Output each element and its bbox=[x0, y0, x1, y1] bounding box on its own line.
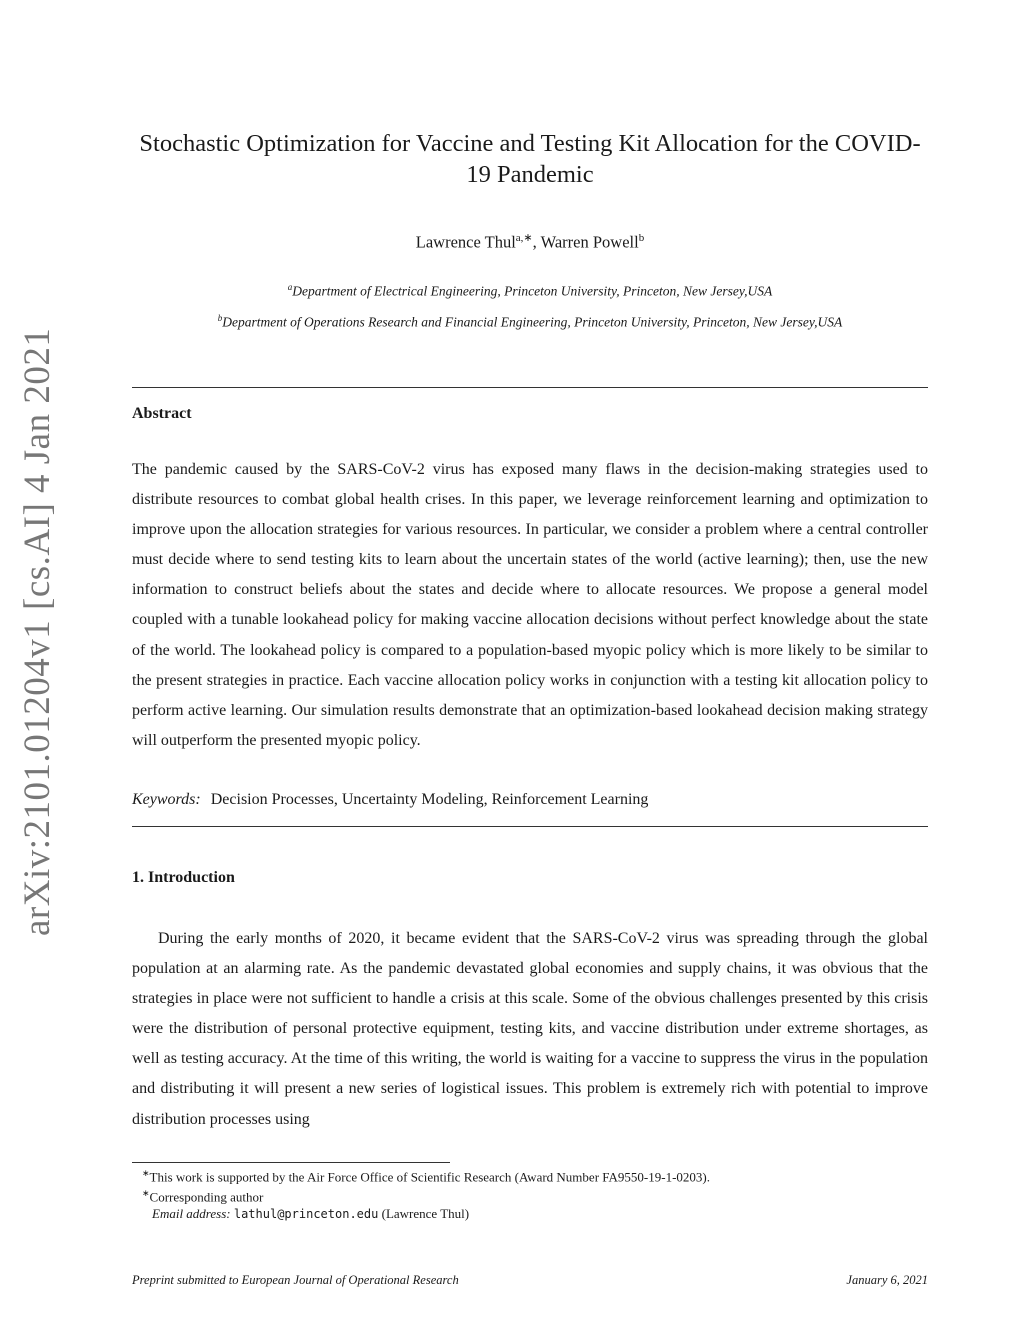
footnotes bbox=[132, 1165, 928, 1222]
footnote-funding-text: This work is supported by the Air Force Office of Scientific Research (Award Number FA9550-19-1-0203). bbox=[149, 1169, 710, 1185]
footnote-funding bbox=[132, 1165, 928, 1185]
footer-journal: Preprint submitted to European Journal of Operational Research bbox=[132, 1273, 459, 1287]
paper-title: Stochastic Optimization for Vaccine and Testing Kit Allocation for the COVID-19 Pandemic bbox=[139, 130, 921, 188]
author-marker: a,∗ bbox=[515, 232, 533, 244]
author-marker: b bbox=[638, 232, 645, 244]
abstract-top-rule bbox=[132, 387, 928, 388]
affiliation-marker: b bbox=[217, 313, 223, 323]
abstract-body: The pandemic caused by the SARS-CoV-2 virus has exposed many flaws in the decision-making strategies used to distribute resources to combat global health crises. In this paper, we leverage reinforcement learning and optimization to improve upon the allocation strategies for various resources. In particular, we consider a problem where a central controller must decide where to send testing kits to learn about the uncertain states of the world (active learning); then, use the new information to construct beliefs about the states and decide where to allocate resources. We propose a general model coupled with a tunable lookahead policy for making vaccine allocation decisions without perfect knowledge about the state of the world. The lookahead policy is compared to a population-based myopic policy which is more likely to be similar to the present strategies in practice. Each vaccine allocation policy works in conjunction with a testing kit allocation policy to perform active learning. Our simulation results demonstrate that an optimization-based lookahead decision making strategy will outperform the presented myopic policy. bbox=[132, 461, 928, 749]
arxiv-identifier-stamp: arXiv:2101.01204v1 [cs.AI] 4 Jan 2021 bbox=[17, 327, 58, 936]
keywords-list: Decision Processes, Uncertainty Modeling, Reinforcement Learning bbox=[210, 791, 649, 808]
footnote-corresponding bbox=[132, 1185, 928, 1205]
introduction-body: During the early months of 2020, it became evident that the SARS-CoV-2 virus was spreading through the global population at an alarming rate. As the pandemic devastated global economies and supply chains, it was obvious that the strategies in place were not sufficient to handle a crisis at this scale. Some of the obvious challenges presented by this crisis were the distribution of personal protective equipment, testing kits, and vaccine distribution under extreme shortages, as well as testing accuracy. At the time of this writing, the world is waiting for a vaccine to suppress the virus in the population and distributing it will present a new series of logistical issues. This problem is extremely rich with potential to improve distribution processes using bbox=[132, 930, 928, 1128]
footnote-corresponding-text: Corresponding author bbox=[149, 1189, 264, 1205]
footnote-email bbox=[132, 1206, 928, 1222]
keywords-label: Keywords: bbox=[132, 791, 201, 808]
email-owner: (Lawrence Thul) bbox=[381, 1205, 470, 1221]
abstract-heading: Abstract bbox=[132, 405, 192, 422]
affiliation-text: Department of Electrical Engineering, Princeton University, Princeton, New Jersey,USA bbox=[292, 283, 773, 299]
abstract-bottom-rule bbox=[132, 826, 928, 827]
affiliation-b bbox=[132, 313, 928, 331]
footer-date: January 6, 2021 bbox=[846, 1273, 928, 1287]
affiliation-marker: a bbox=[287, 282, 293, 292]
author-name: Lawrence Thul bbox=[415, 232, 516, 252]
keywords-line bbox=[132, 791, 928, 809]
footnote-marker: ∗ bbox=[142, 1168, 150, 1178]
author-name: Warren Powell bbox=[540, 232, 639, 252]
footnote-rule bbox=[132, 1162, 450, 1163]
section-heading-introduction: 1. Introduction bbox=[132, 869, 235, 886]
affiliation-text: Department of Operations Research and Financial Engineering, Princeton University, Princeton, New Jersey,USA bbox=[222, 314, 843, 330]
footnote-marker: ∗ bbox=[142, 1188, 150, 1199]
author-list: Lawrence Thul$^{a,∗}$, Warren Powell$^b$ bbox=[415, 232, 645, 252]
email-label: Email address: bbox=[152, 1205, 231, 1221]
email-address-link[interactable]: lathul@princeton.edu bbox=[233, 1206, 379, 1221]
affiliation-a bbox=[132, 282, 928, 300]
